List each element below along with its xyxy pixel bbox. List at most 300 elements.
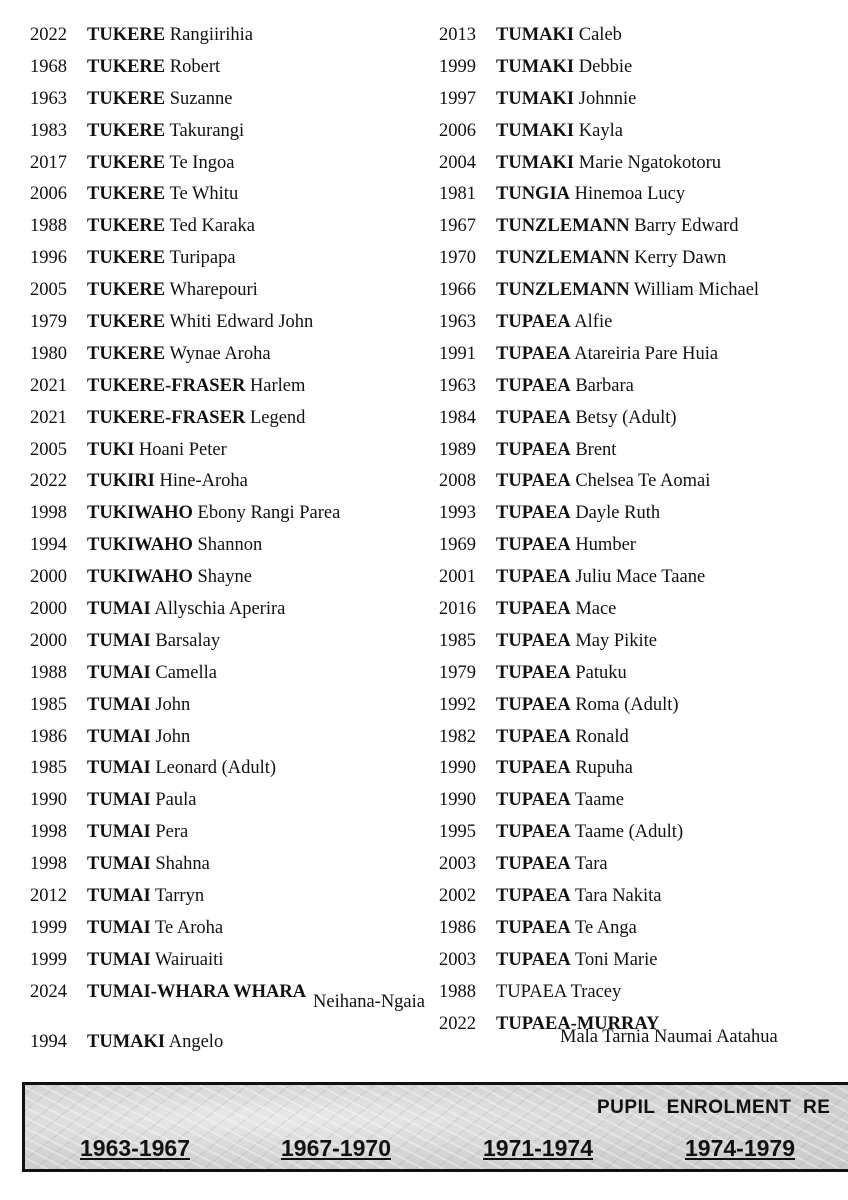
entry-name (496, 466, 710, 498)
entry-year: 1992 (439, 694, 476, 715)
entry-year: 1979 (439, 662, 476, 683)
enrolment-entry (30, 275, 425, 307)
entry-name (87, 339, 271, 371)
entry-year: 2005 (30, 439, 67, 460)
enrolment-entry (30, 849, 425, 881)
enrolment-entry (439, 435, 848, 467)
enrolment-entry (439, 785, 848, 817)
entry-year: 2003 (439, 949, 476, 970)
entry-year: 1988 (439, 981, 476, 1002)
entry-year: 2021 (30, 375, 67, 396)
enrolment-entry (30, 785, 425, 817)
enrolment-entry (439, 690, 848, 722)
entry-given-names: Dayle Ruth (575, 503, 661, 524)
entry-year: 2022 (30, 471, 67, 492)
entry-name (87, 562, 252, 594)
entry-given-names: Hine-Aroha (159, 471, 248, 492)
entry-year: 1979 (30, 312, 67, 333)
entry-surname: TUPAEA (496, 726, 571, 747)
enrolment-entry (30, 530, 425, 562)
entry-year: 2021 (30, 407, 67, 428)
entry-given-names: Camella (155, 662, 218, 683)
entry-year: 1996 (30, 248, 67, 269)
entry-surname: TUMAKI (496, 88, 575, 109)
entry-year: 1963 (30, 88, 67, 109)
entry-surname: TUKERE (87, 184, 166, 205)
entry-given-names: Te Whitu (169, 184, 239, 205)
entry-name (87, 881, 204, 913)
entry-surname: TUNZLEMANN (496, 248, 630, 269)
entry-year: 1963 (439, 375, 476, 396)
enrolment-entry (439, 275, 848, 307)
entry-name (496, 211, 739, 243)
entry-name (496, 371, 634, 403)
entry-year: 1969 (439, 535, 476, 556)
entry-surname: TUKIWAHO (87, 503, 193, 524)
entry-surname: TUMAI (87, 662, 151, 683)
entry-name (87, 498, 340, 530)
entry-year: 1980 (30, 343, 67, 364)
entry-given-names: Brent (575, 439, 617, 460)
entry-name (496, 817, 683, 849)
entry-year: 1968 (30, 56, 67, 77)
entry-name (87, 530, 262, 562)
entry-given-names: Tarryn (155, 886, 205, 907)
entry-name (87, 403, 305, 435)
entry-year: 2013 (439, 25, 476, 45)
entry-given-names: Humber (575, 535, 636, 556)
enrolment-entry (30, 307, 425, 339)
enrolment-entry (439, 977, 848, 1009)
entry-year: 1990 (30, 790, 67, 811)
entry-given-names: Mala Tarnia Naumai Aatahua (560, 1026, 778, 1047)
entry-name (87, 275, 258, 307)
entry-given-names: Kerry Dawn (634, 248, 727, 269)
enrolment-entry (30, 20, 425, 52)
entry-name (87, 817, 188, 849)
entry-name (87, 84, 232, 116)
entry-year: 1986 (30, 726, 67, 747)
entry-surname: TUKERE (87, 216, 166, 237)
entry-given-names: John (155, 694, 191, 715)
entry-given-names: Shannon (197, 535, 263, 556)
entry-surname: TUKIWAHO (87, 535, 193, 556)
entry-surname: TUKERE (87, 88, 166, 109)
enrolment-entry (30, 722, 425, 754)
enrolment-banner (22, 1082, 848, 1172)
entry-surname: TUNGIA (496, 184, 571, 205)
enrolment-entry (30, 435, 425, 467)
entry-name (87, 977, 306, 1009)
entry-given-names: John (155, 726, 191, 747)
enrolment-entry (439, 403, 848, 435)
enrolment-entry (30, 658, 425, 690)
entry-name (496, 530, 636, 562)
enrolment-entry (439, 179, 848, 211)
entry-year: 1993 (439, 503, 476, 524)
entry-year: 1998 (30, 854, 67, 875)
entry-year: 1970 (439, 248, 476, 269)
entry-year: 1985 (30, 758, 67, 779)
entry-given-names: Roma (Adult) (575, 694, 679, 715)
enrolment-entry (30, 881, 425, 913)
enrolment-entry (439, 371, 848, 403)
entry-name (496, 722, 629, 754)
enrolment-entry (439, 594, 848, 626)
enrolment-entry (439, 307, 848, 339)
enrolment-entry (439, 20, 848, 52)
entry-year: 2000 (30, 630, 67, 651)
entry-given-names: Robert (169, 56, 221, 77)
enrolment-entry (30, 945, 425, 977)
entry-surname: TUKERE (87, 25, 166, 45)
entry-name (496, 690, 679, 722)
entry-surname: TUPAEA (496, 981, 567, 1002)
entry-surname: TUPAEA (496, 503, 571, 524)
enrolment-entry (439, 722, 848, 754)
enrolment-entry (30, 1027, 425, 1059)
entry-name (87, 243, 236, 275)
enrolment-entry (439, 243, 848, 275)
enrolment-entry (439, 466, 848, 498)
entry-given-names: Te Anga (574, 917, 637, 938)
entry-surname: TUMAI (87, 854, 151, 875)
entry-given-names: Neihana-Ngaia (313, 991, 425, 1012)
entry-surname: TUPAEA (496, 567, 571, 588)
enrolment-entry (439, 817, 848, 849)
entry-surname: TUPAEA-MURRAY (496, 1013, 660, 1034)
entry-year: 2008 (439, 471, 476, 492)
entry-name (496, 594, 616, 626)
entry-surname: TUPAEA (496, 917, 571, 938)
entry-given-names: Juliu Mace Taane (575, 567, 706, 588)
entry-name (496, 881, 662, 913)
entry-surname: TUMAKI (87, 1031, 166, 1052)
entry-surname: TUPAEA (496, 471, 571, 492)
entry-given-names: Marie Ngatokotoru (578, 152, 722, 173)
entry-given-names: Rangiirihia (169, 25, 253, 45)
entry-name (496, 52, 632, 84)
entry-year: 1995 (439, 822, 476, 843)
entry-surname: TUPAEA (496, 949, 571, 970)
entry-given-names: Turipapa (169, 248, 236, 269)
entry-name (496, 498, 660, 530)
enrolment-entry (30, 466, 425, 498)
enrolment-entry (30, 148, 425, 180)
entry-name (87, 179, 238, 211)
entry-year: 1985 (439, 630, 476, 651)
period-link-1967-1970[interactable]: 1967-1970 (281, 1135, 391, 1161)
entry-given-names: Barry Edward (634, 216, 739, 237)
entry-surname: TUMAI (87, 917, 151, 938)
entry-given-names: Paula (155, 790, 197, 811)
enrolment-entry (30, 243, 425, 275)
entry-name (496, 913, 637, 945)
entry-name (87, 785, 196, 817)
entry-surname: TUPAEA (496, 439, 571, 460)
entry-surname: TUPAEA (496, 312, 571, 333)
enrolment-entry (30, 371, 425, 403)
entry-name (496, 307, 612, 339)
entry-surname: TUPAEA (496, 758, 571, 779)
period-link-1974-1979[interactable]: 1974-1979 (685, 1135, 795, 1161)
entry-given-names: Rupuha (575, 758, 633, 779)
entry-given-names: Johnnie (578, 88, 637, 109)
entry-given-names: Legend (249, 407, 306, 428)
entry-given-names: Hoani Peter (138, 439, 227, 460)
entry-surname: TUKERE-FRASER (87, 375, 246, 396)
enrolment-entry (30, 594, 425, 626)
entry-given-names: Alfie (574, 312, 613, 333)
entry-surname: TUMAI (87, 886, 151, 907)
entry-year: 1983 (30, 120, 67, 141)
entry-given-names: Te Ingoa (169, 152, 235, 173)
enrolment-entry (439, 530, 848, 562)
enrolment-entry (30, 339, 425, 371)
enrolment-entry (439, 52, 848, 84)
entry-year: 1988 (30, 216, 67, 237)
entry-name (496, 339, 718, 371)
entry-surname: TUPAEA (496, 535, 571, 556)
entry-year: 2003 (439, 854, 476, 875)
left-column (30, 20, 425, 1059)
entry-name (496, 753, 633, 785)
entry-surname: TUMAI (87, 630, 151, 651)
entry-surname: TUMAKI (496, 152, 575, 173)
entry-year: 1998 (30, 822, 67, 843)
entry-given-names: Harlem (249, 375, 306, 396)
entry-year: 1986 (439, 917, 476, 938)
entry-given-names: Mace (575, 599, 617, 620)
entry-year: 1967 (439, 216, 476, 237)
entry-year: 1985 (30, 694, 67, 715)
entry-surname: TUKI (87, 439, 135, 460)
enrolment-entry (439, 945, 848, 977)
entry-name (87, 690, 190, 722)
entry-name (87, 148, 234, 180)
entry-given-names: Wharepouri (169, 280, 258, 301)
period-link-1971-1974[interactable]: 1971-1974 (483, 1135, 593, 1161)
enrolment-entry (30, 179, 425, 211)
enrolment-entry (439, 211, 848, 243)
entry-given-names: Tracey (570, 981, 622, 1002)
enrolment-entry (30, 403, 425, 435)
entry-name (87, 116, 244, 148)
entry-surname: TUMAI (87, 599, 151, 620)
entry-given-names: Tara Nakita (574, 886, 662, 907)
entry-given-names: Ronald (575, 726, 629, 747)
entry-year: 1982 (439, 726, 476, 747)
entry-surname: TUMAI-WHARA WHARA (87, 981, 307, 1002)
entry-name (87, 307, 313, 339)
entry-given-names: Barsalay (155, 630, 221, 651)
entry-year: 2005 (30, 280, 67, 301)
enrolment-entry (30, 753, 425, 785)
entry-year: 2006 (30, 184, 67, 205)
entry-given-names: Caleb (578, 25, 622, 45)
entry-year: 2022 (30, 25, 67, 45)
entry-surname: TUPAEA (496, 407, 571, 428)
entry-surname: TUPAEA (496, 375, 571, 396)
entry-given-names: Angelo (168, 1031, 224, 1052)
entry-surname: TUMAI (87, 949, 151, 970)
entry-surname: TUPAEA (496, 694, 571, 715)
entry-given-names: Wynae Aroha (169, 343, 271, 364)
entry-surname: TUPAEA (496, 343, 571, 364)
enrolment-entry (439, 658, 848, 690)
entry-surname: TUPAEA (496, 886, 571, 907)
entry-given-names: William Michael (633, 280, 760, 301)
enrolment-entry (30, 626, 425, 658)
entry-given-names: Patuku (575, 662, 627, 683)
entry-given-names: Hinemoa Lucy (574, 184, 686, 205)
entry-year: 2016 (439, 599, 476, 620)
right-column (439, 20, 848, 1059)
entry-surname: TUPAEA (496, 662, 571, 683)
entry-year: 2001 (439, 567, 476, 588)
entry-year: 2012 (30, 886, 67, 907)
entry-year: 1981 (439, 184, 476, 205)
entry-given-names: Wairuaiti (155, 949, 224, 970)
entry-surname: TUMAI (87, 694, 151, 715)
entry-surname: TUPAEA (496, 790, 571, 811)
entry-surname: TUPAEA (496, 854, 571, 875)
entry-name (87, 52, 220, 84)
entry-given-names: Ebony Rangi Parea (197, 503, 341, 524)
entry-name (496, 658, 627, 690)
entry-surname: TUMAI (87, 758, 151, 779)
entry-name (496, 977, 621, 1009)
entry-name (87, 435, 227, 467)
entry-given-names: Taame (Adult) (574, 822, 684, 843)
entry-surname: TUPAEA (496, 630, 571, 651)
enrolment-entry (30, 84, 425, 116)
entry-year: 1984 (439, 407, 476, 428)
entry-name (496, 403, 677, 435)
entry-year: 2024 (30, 981, 67, 1002)
entry-given-names: Te Aroha (155, 917, 224, 938)
enrolment-entry (439, 881, 848, 913)
entry-name (87, 594, 285, 626)
entry-surname: TUMAKI (496, 25, 575, 45)
entry-given-names: Allyschia Aperira (154, 599, 286, 620)
entry-name (496, 148, 721, 180)
entry-surname: TUKERE (87, 248, 166, 269)
entry-surname: TUKERE (87, 280, 166, 301)
entry-given-names: Pera (155, 822, 189, 843)
entry-name (496, 785, 624, 817)
banner-title: PUPIL ENROLMENT RE (597, 1097, 831, 1118)
entry-given-names: Toni Marie (574, 949, 658, 970)
enrolment-entry (30, 52, 425, 84)
entry-given-names: Suzanne (169, 88, 233, 109)
entry-surname: TUNZLEMANN (496, 216, 630, 237)
entry-given-names: Shayne (197, 567, 252, 588)
entry-given-names: Tara (574, 854, 608, 875)
entry-name (87, 20, 253, 52)
entry-name (496, 849, 608, 881)
entry-surname: TUMAKI (496, 56, 575, 77)
entry-year: 2000 (30, 567, 67, 588)
entry-given-names: May Pikite (575, 630, 658, 651)
entry-surname: TUKERE (87, 312, 166, 333)
entry-given-names: Chelsea Te Aomai (575, 471, 711, 492)
entry-name (496, 179, 685, 211)
entry-year: 2017 (30, 152, 67, 173)
entry-surname: TUKERE (87, 56, 166, 77)
entry-year: 1988 (30, 662, 67, 683)
entry-surname: TUMAI (87, 790, 151, 811)
entry-surname: TUMAI (87, 822, 151, 843)
enrolment-entry (439, 84, 848, 116)
entry-surname: TUPAEA (496, 599, 571, 620)
entry-year: 2022 (439, 1013, 476, 1034)
entry-given-names: Leonard (Adult) (155, 758, 277, 779)
enrolment-entry (439, 562, 848, 594)
entry-surname: TUKERE (87, 152, 166, 173)
entry-year: 1999 (30, 917, 67, 938)
entry-year: 1966 (439, 280, 476, 301)
entry-name (87, 753, 276, 785)
enrolment-entry (439, 498, 848, 530)
entry-given-names: Taame (574, 790, 625, 811)
entry-name (87, 945, 223, 977)
entry-surname: TUPAEA (496, 822, 571, 843)
enrolment-entry (439, 849, 848, 881)
enrolment-entry (439, 626, 848, 658)
entry-year: 1991 (439, 343, 476, 364)
enrolment-entry (30, 690, 425, 722)
entry-name (496, 84, 636, 116)
enrolment-entry (439, 913, 848, 945)
entry-surname: TUKIWAHO (87, 567, 193, 588)
entry-year: 1998 (30, 503, 67, 524)
entry-year: 1990 (439, 790, 476, 811)
enrolment-entry (439, 339, 848, 371)
entry-given-names: Whiti Edward John (169, 312, 314, 333)
entry-surname: TUKIRI (87, 471, 155, 492)
entry-year: 1994 (30, 535, 67, 556)
entry-surname: TUKERE (87, 343, 166, 364)
entry-given-names: Kayla (578, 120, 623, 141)
entry-surname: TUNZLEMANN (496, 280, 630, 301)
period-link-1963-1967[interactable]: 1963-1967 (80, 1135, 190, 1161)
entry-name (87, 371, 305, 403)
entry-surname: TUKERE (87, 120, 166, 141)
entry-name (496, 562, 705, 594)
entry-year: 1963 (439, 312, 476, 333)
entry-surname: TUMAI (87, 726, 151, 747)
entry-name (496, 243, 726, 275)
entry-name (496, 435, 616, 467)
entry-year: 1990 (439, 758, 476, 779)
enrolment-entry (439, 148, 848, 180)
entry-surname: TUMAKI (496, 120, 575, 141)
enrolment-entry (30, 498, 425, 530)
entry-name (87, 913, 223, 945)
entry-year: 2002 (439, 886, 476, 907)
entry-name (87, 466, 248, 498)
entry-name (496, 945, 657, 977)
enrolment-entry (30, 977, 425, 1027)
entry-name (496, 20, 622, 52)
entry-name (87, 658, 217, 690)
enrolment-entry (439, 753, 848, 785)
entry-year: 2006 (439, 120, 476, 141)
entry-given-names: Betsy (Adult) (575, 407, 677, 428)
entry-name (87, 722, 190, 754)
entry-name (87, 849, 210, 881)
